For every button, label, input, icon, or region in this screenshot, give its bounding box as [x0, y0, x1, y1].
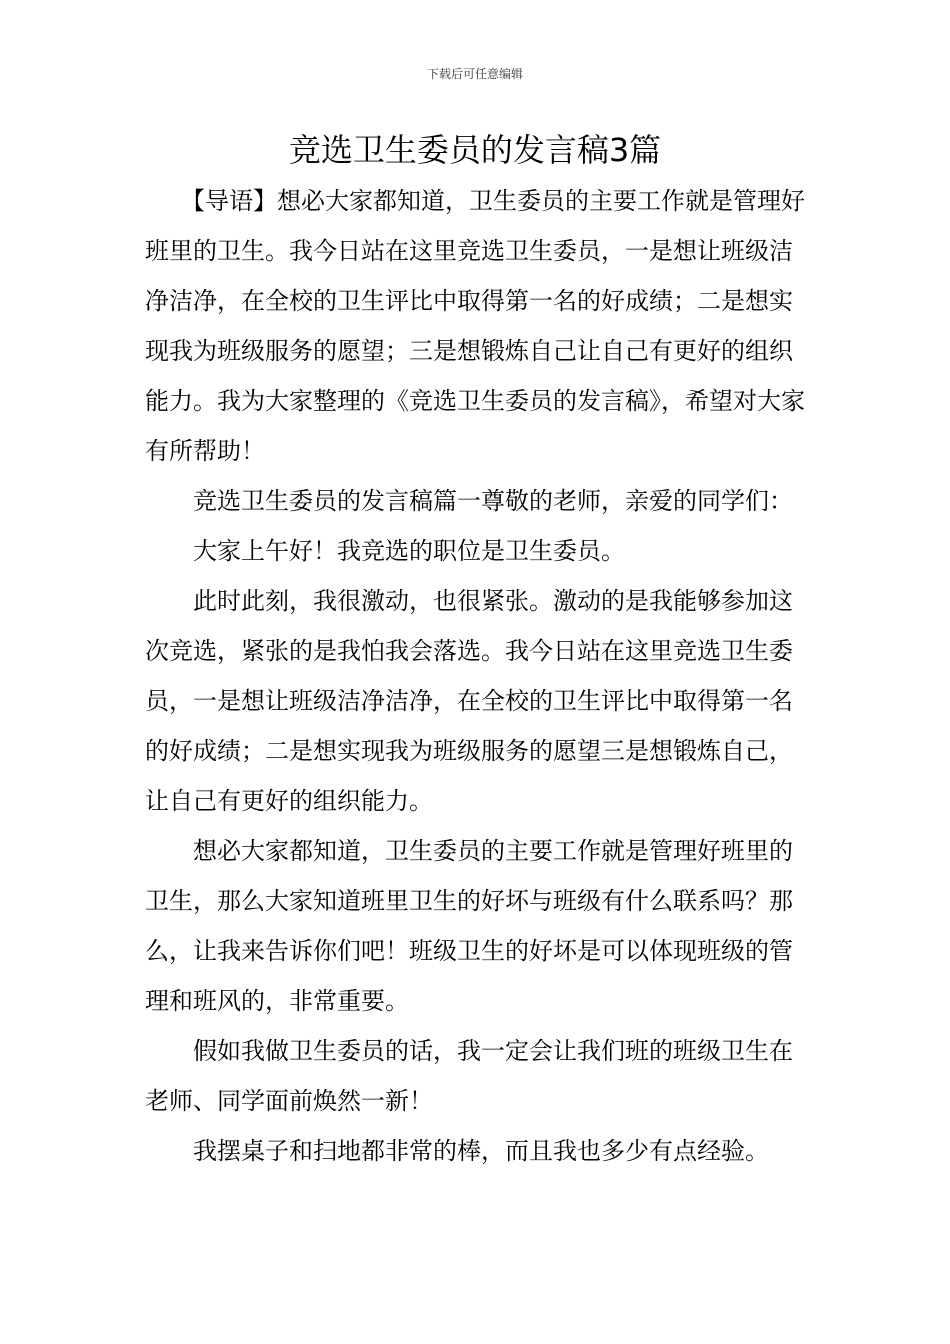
document-title: 竞选卫生委员的发言稿3篇 — [288, 131, 662, 169]
paragraph-duties: 想必大家都知道，卫生委员的主要工作就是管理好班里的卫生，那么大家知道班里卫生的好坏与班级有什么联系吗？那么，让我来告诉你们吧！班级卫生的好坏是可以体现班级的管理和班风的，非常重要。 — [145, 837, 793, 1015]
paragraph-experience: 我摆桌子和扫地都非常的棒，而且我也多少有点经验。 — [145, 1137, 769, 1165]
paragraph-intro: 【导语】想必大家都知道，卫生委员的主要工作就是管理好班里的卫生。我今日站在这里竞选卫生委员，一是想让班级洁净洁净，在全校的卫生评比中取得第一名的好成绩；二是想实现我为班级服务的愿望；三是想锻炼自己让自己有更好的组织能力。我为大家整理的《竞选卫生委员的发言稿》，希望对大家有所帮助！ — [145, 187, 805, 465]
paragraph-motivation: 此时此刻，我很激动，也很紧张。激动的是我能够参加这次竞选，紧张的是我怕我会落选。我今日站在这里竞选卫生委员，一是想让班级洁净洁净，在全校的卫生评比中取得第一名的好成绩；二是想实现我为班级服务的愿望三是想锻炼自己，让自己有更好的组织能力。 — [145, 587, 793, 815]
paragraph-promise: 假如我做卫生委员的话，我一定会让我们班的班级卫生在老师、同学面前焕然一新！ — [145, 1037, 793, 1115]
header-note: 下载后可任意编辑 — [426, 67, 523, 81]
paragraph-speech-heading: 竞选卫生委员的发言稿篇一尊敬的老师，亲爱的同学们： — [145, 487, 793, 515]
paragraph-greeting: 大家上午好！我竞选的职位是卫生委员。 — [145, 537, 625, 565]
document-body — [145, 176, 815, 1176]
